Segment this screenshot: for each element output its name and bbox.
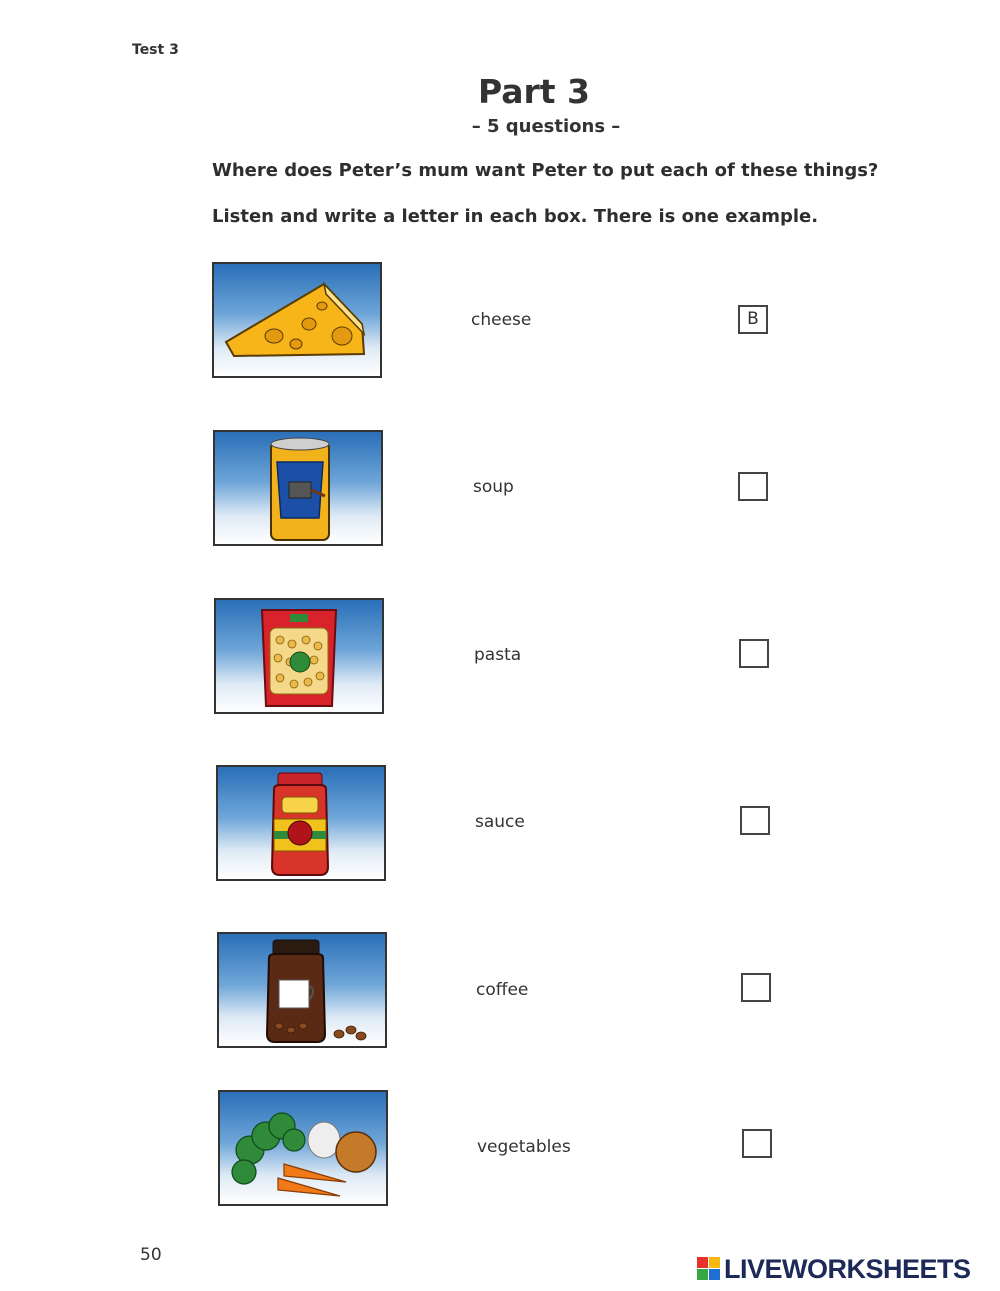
liveworksheets-logo-icon <box>697 1257 721 1281</box>
page-number: 50 <box>140 1245 162 1265</box>
answer-box-soup[interactable] <box>738 472 768 501</box>
pasta-picture <box>214 598 384 714</box>
answer-box-pasta[interactable] <box>739 639 769 668</box>
vegetables-picture <box>218 1090 388 1206</box>
item-label-pasta: pasta <box>474 645 522 665</box>
answer-box-sauce[interactable] <box>740 806 770 835</box>
item-label-soup: soup <box>473 477 514 497</box>
sauce-picture <box>216 765 386 881</box>
instruction-question: Where does Peter’s mum want Peter to put each of these things? <box>212 160 879 181</box>
soup-picture <box>213 430 383 546</box>
answer-box-coffee[interactable] <box>741 973 771 1002</box>
brand-name: LIVEWORKSHEETS <box>724 1253 971 1284</box>
vegetables-icon <box>220 1092 386 1204</box>
item-label-vegetables: vegetables <box>477 1137 571 1157</box>
test-label: Test 3 <box>132 42 179 58</box>
coffee-jar-icon <box>219 934 385 1046</box>
cheese-icon <box>214 264 380 376</box>
liveworksheets-brand <box>697 1254 971 1284</box>
item-label-sauce: sauce <box>475 812 525 832</box>
item-label-coffee: coffee <box>476 980 529 1000</box>
coffee-picture <box>217 932 387 1048</box>
answer-box-vegetables[interactable] <box>742 1129 772 1158</box>
part-title: Part 3 <box>477 72 591 111</box>
answer-box-cheese[interactable]: B <box>738 305 768 334</box>
soup-can-icon <box>215 432 381 544</box>
cheese-picture <box>212 262 382 378</box>
sauce-jar-icon <box>218 767 384 879</box>
item-label-cheese: cheese <box>471 310 532 330</box>
instruction-task: Listen and write a letter in each box. There is one example. <box>212 206 819 227</box>
pasta-bag-icon <box>216 600 382 712</box>
part-subtitle: – 5 questions – <box>471 116 621 137</box>
